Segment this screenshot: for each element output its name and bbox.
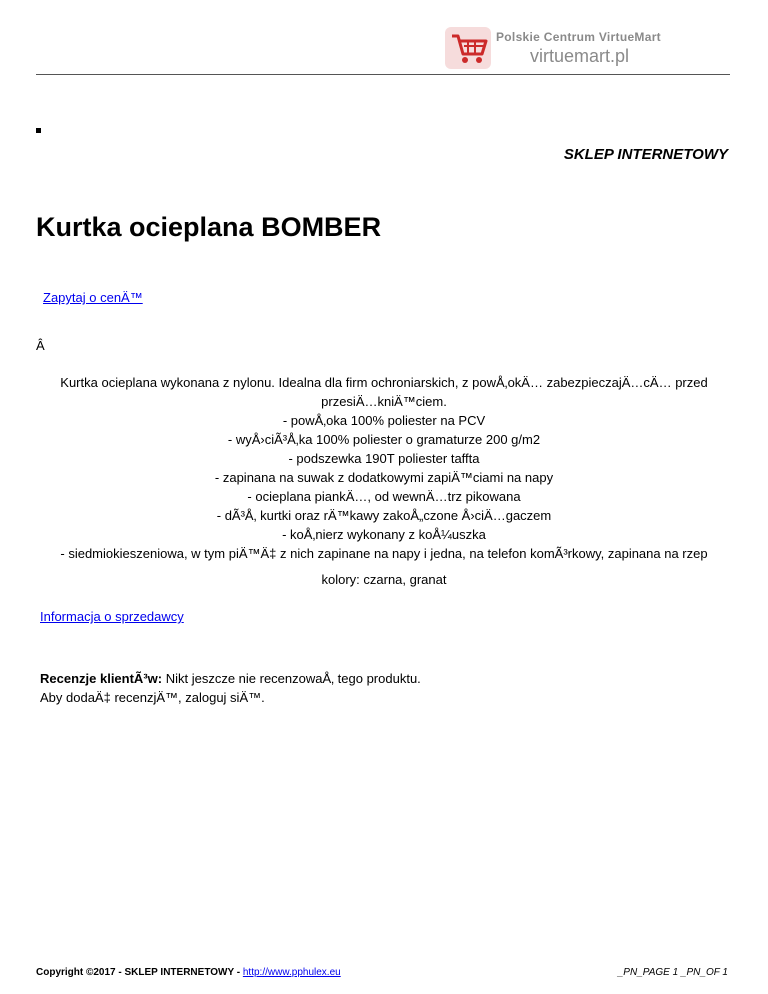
reviews-section xyxy=(40,669,421,707)
logo-domain: virtuemart.pl xyxy=(530,46,630,66)
ask-price-link[interactable]: Zapytaj o cenÄ™ xyxy=(43,290,143,305)
description-line: - zapinana na suwak z dodatkowymi zapiÄ™ciami na napy xyxy=(214,470,554,485)
footer-url-link[interactable]: http://www.pphulex.eu xyxy=(242,967,341,978)
reviews-text: Nikt jeszcze nie recenzowaÅ‚ tego produktu. xyxy=(162,671,421,686)
reviews-login-prompt: Aby dodaÄ‡ recenzjÄ™, zaloguj siÄ™. xyxy=(40,690,265,705)
seller-info-link[interactable]: Informacja o sprzedawcy xyxy=(40,609,184,624)
description-line: - siedmiokieszeniowa, w tym piÄ™Ä‡ z nich zapinane na napy i jedna, na telefon komÃ³rkowy, zapinana na rzep xyxy=(60,546,708,561)
description-line: - podszewka 190T poliester taffta xyxy=(288,451,480,466)
shopping-cart-icon xyxy=(444,26,492,70)
description-line: Kurtka ocieplana wykonana z nylonu. Idealna dla firm ochroniarskich, z powÅ‚okÄ… zabezpieczajÄ…cÄ… przed przesiÄ…kniÄ™ciem. xyxy=(60,375,708,409)
logo-title: Polskie Centrum VirtueMart xyxy=(496,30,661,44)
description-line: - wyÅ›ciÃ³Å‚ka 100% poliester o gramaturze 200 g/m2 xyxy=(227,432,541,447)
description-line: - ocieplana piankÄ…, od wewnÄ…trz pikowana xyxy=(247,489,521,504)
reviews-status xyxy=(40,669,421,688)
footer-copyright xyxy=(36,967,341,978)
reviews-label: Recenzje klientÃ³w: xyxy=(40,671,163,686)
description-line: - koÅ‚nierz wykonany z koÅ¼uszka xyxy=(282,527,486,542)
description-line: - powÅ‚oka 100% poliester na PCV xyxy=(282,413,486,428)
copyright-text: Copyright ©2017 - SKLEP INTERNETOWY - xyxy=(36,967,241,978)
description-line: - dÃ³Å‚ kurtki oraz rÄ™kawy zakoÅ„czone Å›ciÄ…gaczem xyxy=(216,508,552,523)
page-number-marker: _PN_PAGE 1 _PN_OF 1 xyxy=(617,967,728,978)
header-divider xyxy=(36,74,730,75)
bullet-marker xyxy=(36,128,41,133)
product-description xyxy=(36,373,732,563)
site-logo[interactable] xyxy=(444,24,684,72)
product-colors: kolory: czarna, granat xyxy=(321,572,447,587)
stray-character: Â xyxy=(36,338,45,353)
product-title: Kurtka ocieplana BOMBER xyxy=(36,212,382,242)
shop-name: SKLEP INTERNETOWY xyxy=(563,146,728,163)
